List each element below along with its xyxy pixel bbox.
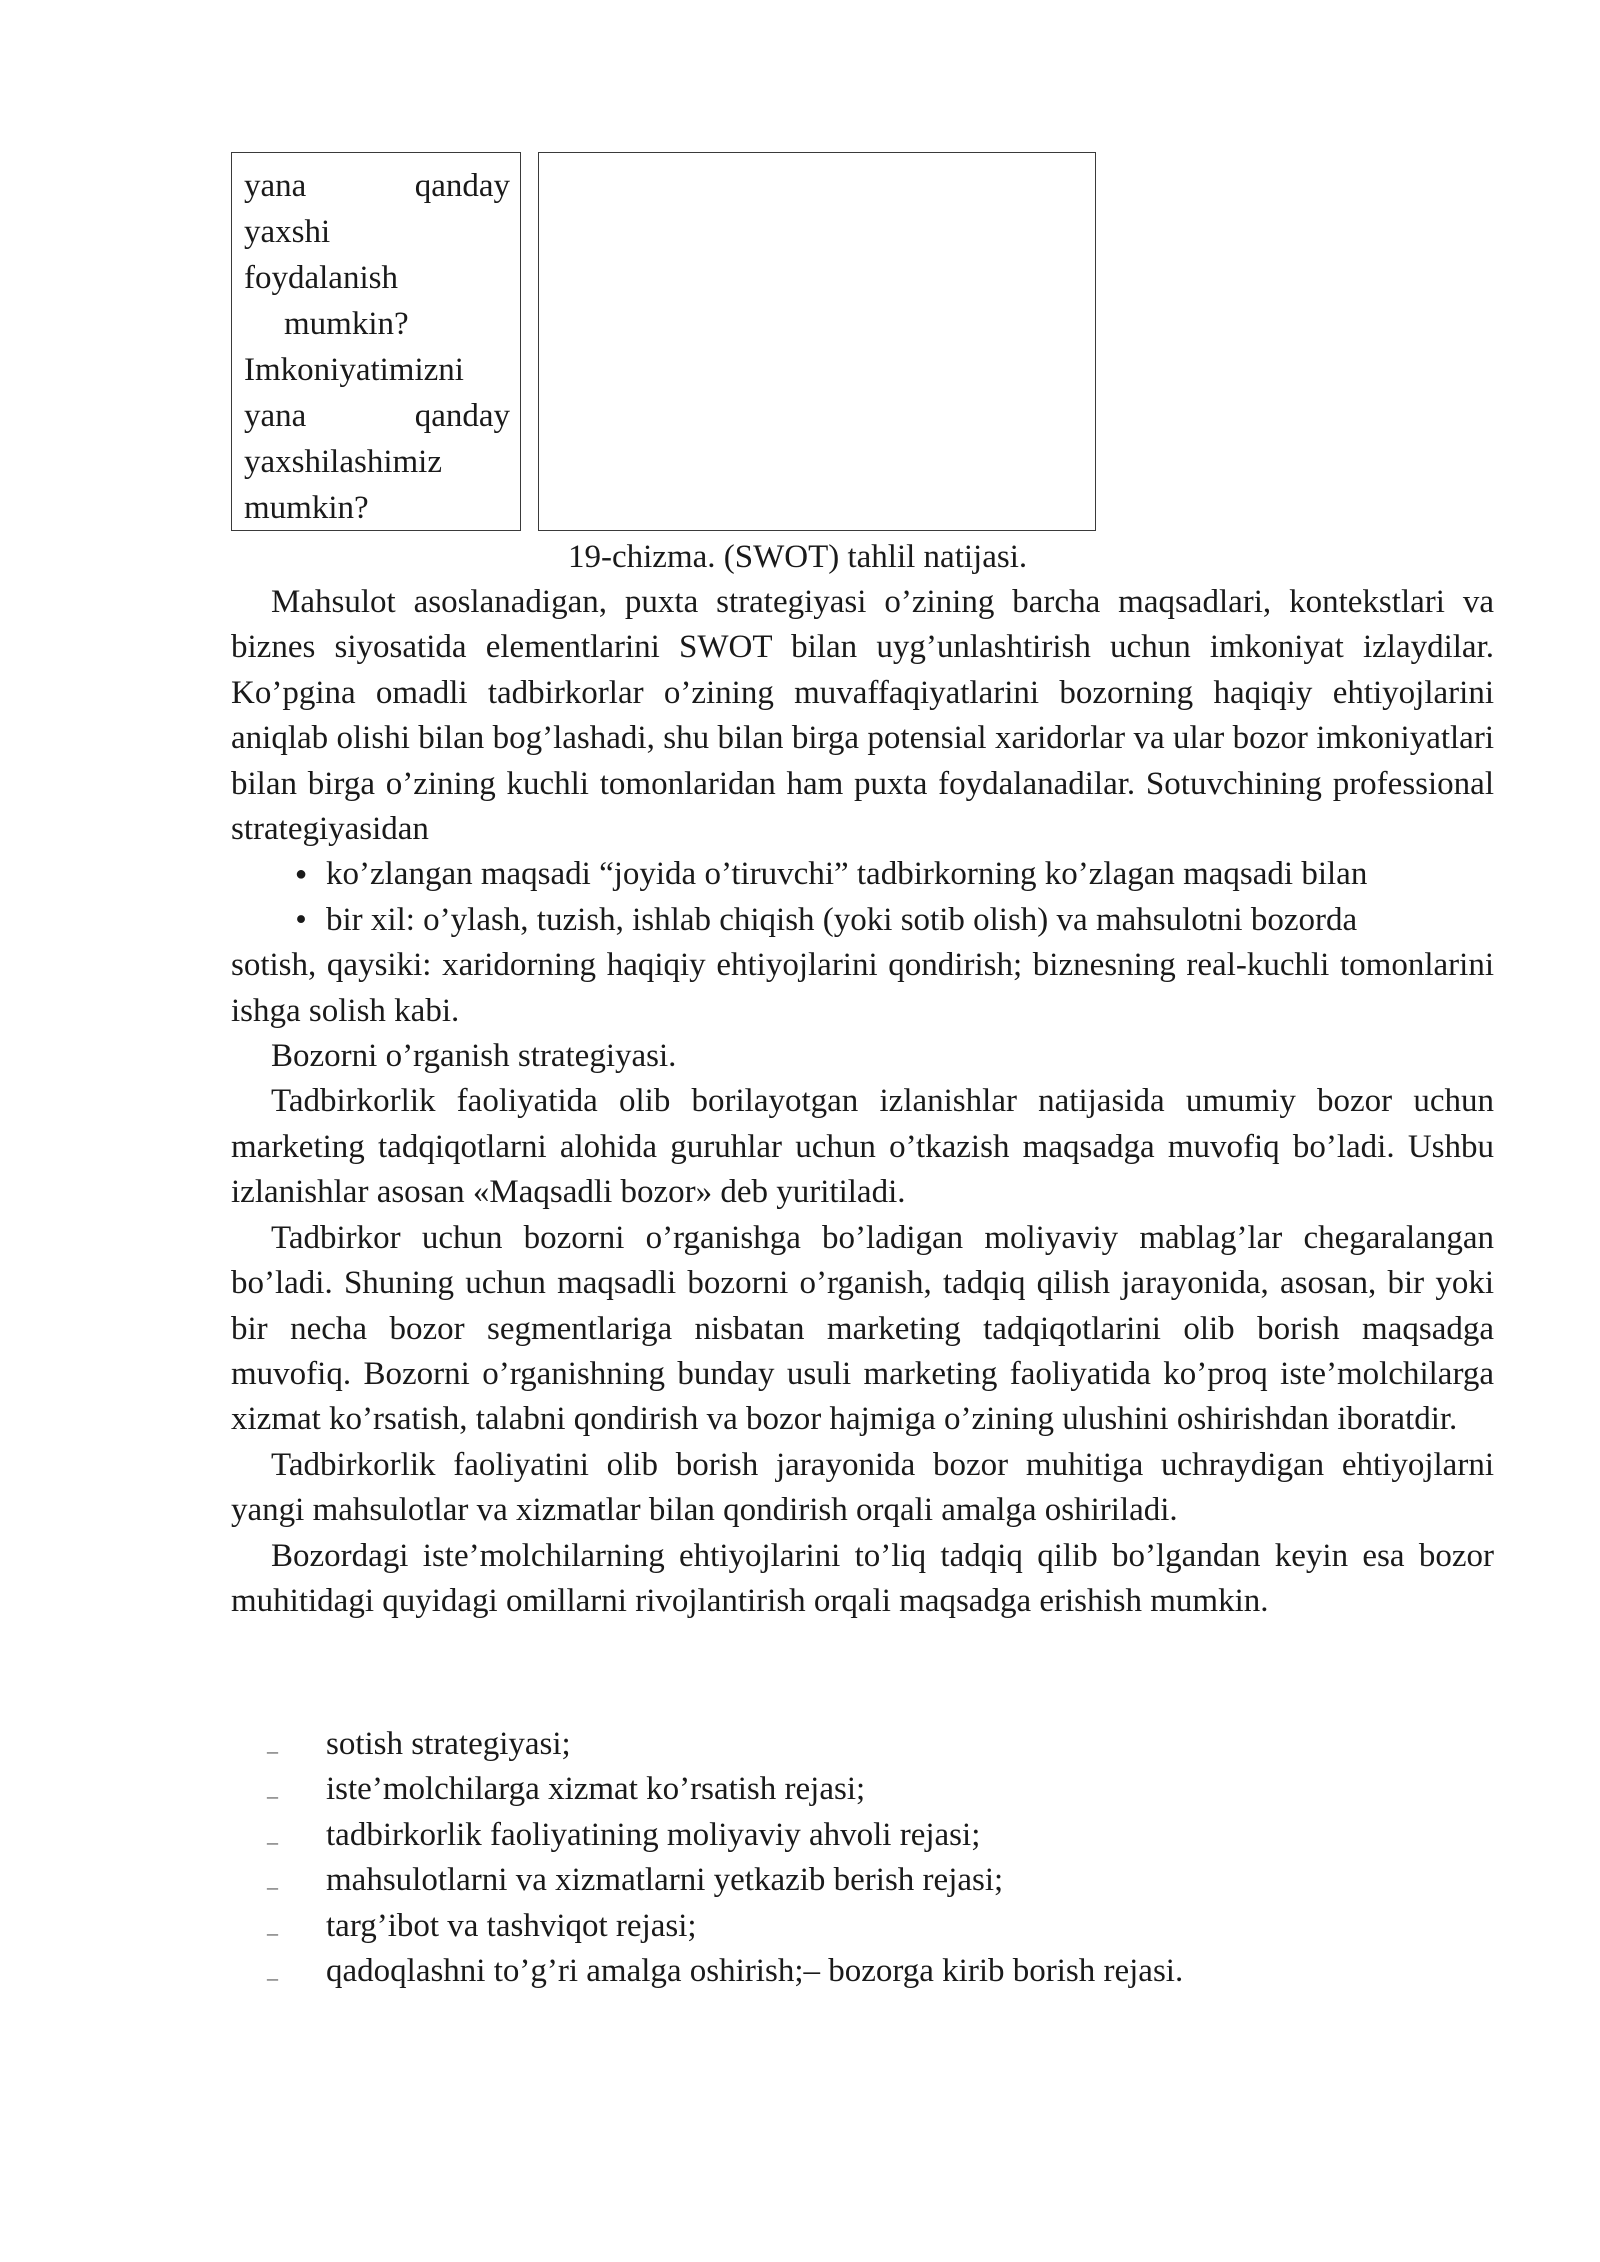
cell-line: foydalanish xyxy=(244,260,398,296)
table-cell-left xyxy=(231,152,521,531)
body-text xyxy=(231,580,1494,1624)
cell-word: qanday xyxy=(414,168,510,204)
paragraph: Tadbirkor uchun bozorni o’rganishga bo’ladigan moliyaviy mablag’lar chegaralangan bo’ladi. Shuning uchun maqsadli bozorni o’rganish, tadqiq qilish jarayonida, asosan, bir yoki bir necha bozor segmentlariga nisbatan marketing tadqiqotlarini olib borish maqsadga muvofiq. Bozorni o’rganishning bunday usuli marketing faoliyatida ko’proq iste’molchilarga xizmat ko’rsatish, talabni qondirish va bozor hajmiga o’zining ulushini oshirishdan iboratdir. xyxy=(231,1219,1494,1438)
list-item xyxy=(231,1904,1183,1949)
cell-word: yana xyxy=(244,398,307,434)
cell-line xyxy=(244,163,510,209)
list-item xyxy=(231,1949,1183,1994)
dash-icon: – xyxy=(267,1783,278,1809)
cell-line xyxy=(244,393,510,439)
dash-icon: – xyxy=(267,1874,278,1900)
paragraph: Tadbirkorlik faoliyatini olib borish jarayonida bozor muhitiga uchraydigan ehtiyojlarni yangi mahsulotlar va xizmatlar bilan qondirish orqali amalga oshiriladi. xyxy=(231,1446,1494,1529)
list-item xyxy=(231,1722,1183,1767)
list-item-text: sotish strategiyasi; xyxy=(326,1726,571,1762)
list-item-text: tadbirkorlik faoliyatining moliyaviy ahvoli rejasi; xyxy=(326,1816,981,1853)
bullet-icon: • xyxy=(295,901,307,938)
bullet-line xyxy=(231,898,1494,943)
paragraph: Bozordagi iste’molchilarning ehtiyojlarini to’liq tadqiq qilib bo’lgandan keyin esa bozor muhitidagi quyidagi omillarni rivojlantirish orqali maqsadga erishish mumkin. xyxy=(231,1537,1494,1619)
section-heading: Bozorni o’rganish strategiyasi. xyxy=(271,1038,677,1075)
dash-list xyxy=(231,1722,1183,1994)
list-item-text: qadoqlashni to’g’ri amalga oshirish;– bozorga kirib borish rejasi. xyxy=(326,1953,1184,1990)
list-item-text: mahsulotlarni va xizmatlarni yetkazib berish rejasi; xyxy=(326,1862,1004,1899)
bullet-text: bir xil: o’ylash, tuzish, ishlab chiqish (yoki sotib olish) va mahsulotni bozorda xyxy=(326,901,1358,938)
paragraph: sotish, qaysiki: xaridorning haqiqiy ehtiyojlarini qondirish; biznesning real-kuchli tomonlarini ishga solish kabi. xyxy=(231,947,1494,1029)
cell-line: mumkin? xyxy=(244,490,369,526)
dash-icon: – xyxy=(267,1738,278,1763)
list-item xyxy=(231,1858,1183,1903)
list-item-text: iste’molchilarga xizmat ko’rsatish rejasi; xyxy=(326,1771,866,1808)
dash-icon: – xyxy=(267,1919,278,1945)
bullet-text: ko’zlangan maqsadi “joyida o’tiruvchi” tadbirkorning ko’zlagan maqsadi bilan xyxy=(326,856,1368,893)
bullet-icon: ● xyxy=(294,863,308,886)
bullet-line xyxy=(231,852,1494,897)
cell-line: yaxshilashimiz xyxy=(244,444,442,480)
figure-caption: 19-chizma. (SWOT) tahlil natijasi. xyxy=(568,539,1028,575)
dash-icon: – xyxy=(267,1828,278,1854)
paragraph: Tadbirkorlik faoliyatida olib borilayotgan izlanishlar natijasida umumiy bozor uchun marketing tadqiqotlarni alohida guruhlar uchun o’tkazish maqsadga muvofiq bo’ladi. Ushbu izlanishlar asosan «Maqsadli bozor» deb yuritiladi. xyxy=(231,1083,1494,1211)
cell-line: yaxshi xyxy=(244,214,331,250)
table-cell-right-empty xyxy=(538,152,1096,531)
list-item xyxy=(231,1813,1183,1858)
list-item xyxy=(231,1767,1183,1812)
cell-word: yana xyxy=(244,168,307,204)
cell-line: mumkin? xyxy=(284,306,409,342)
paragraph: Mahsulot asoslanadigan, puxta strategiyasi o’zining barcha maqsadlari, kontekstlari va biznes siyosatida elementlarini SWOT bilan uyg’unlashtirish uchun imkoniyat izlaydilar. Ko’pgina omadli tadbirkorlar o’zining muvaffaqiyatlarini bozorning haqiqiy ehtiyojlarini aniqlab olishi bilan bog’lashadi, shu bilan birga potensial xaridorlar va ular bozor imkoniyatlari bilan birga o’zining kuchli tomonlaridan ham puxta foydalanadilar. Sotuvchining professional strategiyasidan xyxy=(231,584,1494,848)
list-item-text: targ’ibot va tashviqot rejasi; xyxy=(326,1907,697,1944)
cell-word: qanday xyxy=(414,398,510,434)
dash-icon: – xyxy=(267,1965,278,1991)
cell-line: Imkoniyatimizni xyxy=(244,352,464,388)
